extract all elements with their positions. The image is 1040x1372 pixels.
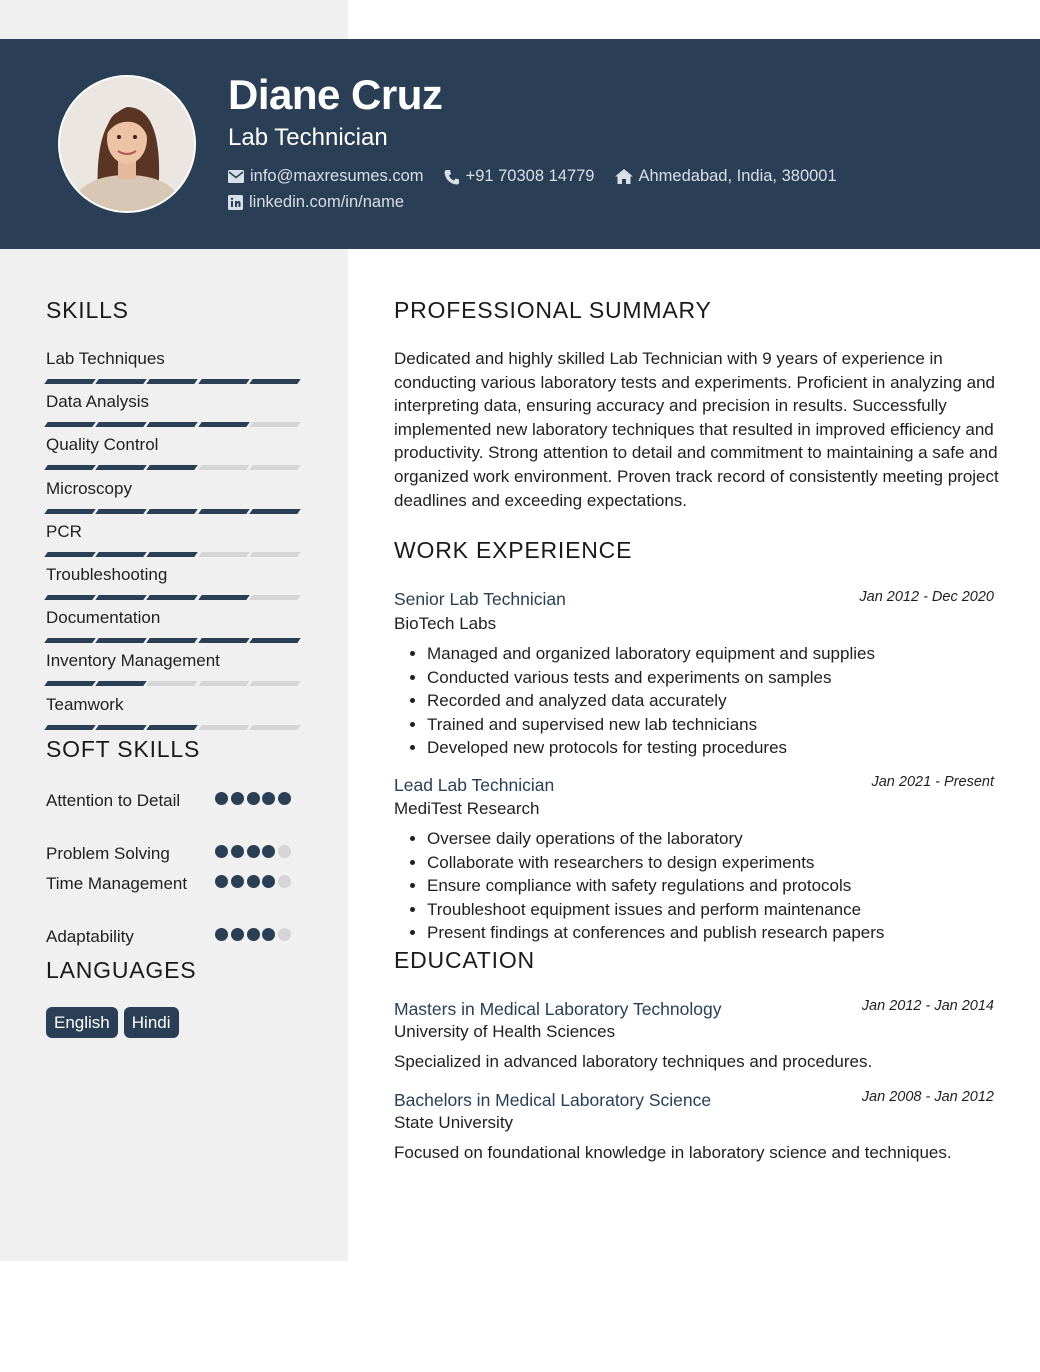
skill-level-bar (46, 638, 302, 643)
rating-dot-empty (278, 928, 291, 941)
skill-level-bar (46, 422, 302, 427)
job-title: Senior Lab Technician (394, 589, 566, 609)
rating-dot-filled (231, 792, 244, 805)
level-segment-filled (44, 681, 95, 686)
level-segment-filled (95, 595, 146, 600)
level-segment-filled (95, 725, 146, 730)
soft-skill-item (46, 842, 306, 865)
envelope-icon (228, 170, 244, 183)
skill-item (46, 565, 302, 600)
skill-label: Quality Control (46, 435, 159, 455)
soft-skills-heading: SOFT SKILLS (46, 736, 201, 762)
list-item: • Ensure compliance with safety regulations and protocols (427, 874, 884, 898)
level-segment-filled (44, 379, 95, 384)
skills-heading: SKILLS (46, 297, 129, 323)
level-segment-filled (44, 465, 95, 470)
skill-level-bar (46, 509, 302, 514)
edu-description: Specialized in advanced laboratory techniques and procedures. (394, 1052, 873, 1071)
linkedin-icon (228, 195, 243, 210)
soft-skill-rating (215, 845, 295, 866)
skill-level-bar (46, 725, 302, 730)
rating-dot-filled (231, 928, 244, 941)
list-item: • Recorded and analyzed data accurately (427, 689, 875, 713)
level-segment-filled (147, 638, 198, 643)
rating-dot-filled (215, 845, 228, 858)
soft-skill-rating (215, 792, 295, 813)
level-segment-filled (44, 638, 95, 643)
level-segment-filled (95, 681, 146, 686)
summary-text: Dedicated and highly skilled Lab Technician with 9 years of experience in conducting various laboratory tests and experiments. Proficient in analyzing and interpreting data, ensuring accuracy and precision in results. Successfully implemented new laboratory techniques that resulted in improved efficiency and productivity. Strong attention to detail and commitment to maintaining a safe and organized work environment. Proven track record of consistently meeting project deadlines and exceeding expectations. (394, 349, 999, 510)
list-item: • Troubleshoot equipment issues and perform maintenance (427, 898, 884, 922)
level-segment-filled (95, 552, 146, 557)
skill-label: Microscopy (46, 478, 132, 498)
level-segment-empty (198, 552, 249, 557)
contact-phone[interactable] (444, 167, 595, 186)
languages-list (46, 1007, 185, 1038)
summary-heading: PROFESSIONAL SUMMARY (394, 297, 712, 323)
job-title: Lead Lab Technician (394, 775, 555, 795)
rating-dot-filled (247, 928, 260, 941)
contact-email[interactable] (228, 167, 424, 186)
skill-item (46, 392, 302, 427)
level-segment-filled (198, 379, 249, 384)
soft-skill-rating (215, 875, 295, 896)
level-segment-filled (44, 552, 95, 557)
level-segment-filled (249, 509, 300, 514)
candidate-title: Lab Technician (228, 124, 388, 151)
rating-dot-filled (247, 792, 260, 805)
contact-address (615, 167, 837, 186)
email-text: info@maxresumes.com (250, 167, 424, 185)
rating-dot-filled (278, 792, 291, 805)
edu-school: State University (394, 1113, 514, 1132)
skill-label: Inventory Management (46, 651, 220, 671)
job-bullets (394, 827, 884, 945)
resume-header (0, 39, 1040, 249)
rating-dot-filled (215, 928, 228, 941)
rating-dot-filled (215, 875, 228, 888)
job-date: Jan 2021 - Present (871, 774, 994, 790)
rating-dot-empty (278, 845, 291, 858)
skill-item (46, 695, 302, 730)
rating-dot-filled (262, 845, 275, 858)
list-item: • Present findings at conferences and publish research papers (427, 921, 884, 945)
contact-row-2 (228, 193, 424, 212)
level-segment-filled (147, 552, 198, 557)
contact-row (228, 167, 857, 186)
job-bullets (394, 642, 875, 760)
level-segment-filled (95, 638, 146, 643)
skill-label: PCR (46, 521, 82, 541)
level-segment-filled (44, 509, 95, 514)
level-segment-empty (249, 681, 300, 686)
list-item: • Developed new protocols for testing procedures (427, 736, 875, 760)
level-segment-filled (147, 379, 198, 384)
level-segment-empty (249, 552, 300, 557)
job-company: MediTest Research (394, 799, 540, 818)
level-segment-filled (147, 595, 198, 600)
soft-skill-item (46, 925, 306, 948)
home-icon (615, 169, 633, 184)
level-segment-filled (95, 379, 146, 384)
rating-dot-filled (231, 875, 244, 888)
linkedin-text: linkedin.com/in/name (249, 193, 404, 211)
list-item: • Conducted various tests and experiments on samples (427, 666, 875, 690)
list-item: • Managed and organized laboratory equipment and supplies (427, 642, 875, 666)
level-segment-filled (95, 422, 146, 427)
level-segment-empty (249, 595, 300, 600)
rating-dot-filled (262, 875, 275, 888)
languages-heading: LANGUAGES (46, 957, 197, 983)
level-segment-filled (249, 379, 300, 384)
soft-skill-label: Problem Solving (46, 844, 170, 863)
edu-date: Jan 2012 - Jan 2014 (861, 998, 994, 1014)
level-segment-empty (198, 465, 249, 470)
experience-heading: WORK EXPERIENCE (394, 537, 633, 563)
language-badge: Hindi (124, 1007, 179, 1038)
skill-label: Troubleshooting (46, 565, 168, 584)
phone-icon (444, 169, 460, 185)
language-badge: English (46, 1007, 118, 1038)
level-segment-empty (249, 422, 300, 427)
soft-skill-rating (215, 928, 295, 949)
skill-item (46, 479, 302, 514)
level-segment-filled (198, 509, 249, 514)
soft-skill-label: Time Management (46, 874, 188, 893)
rating-dot-filled (231, 845, 244, 858)
skill-item (46, 522, 302, 557)
level-segment-empty (249, 465, 300, 470)
skill-item (46, 608, 302, 643)
level-segment-filled (147, 422, 198, 427)
job-company: BioTech Labs (394, 614, 497, 633)
skill-level-bar (46, 595, 302, 600)
skill-label: Lab Techniques (46, 349, 165, 368)
level-segment-empty (198, 725, 249, 730)
level-segment-filled (249, 638, 300, 643)
skill-level-bar (46, 379, 302, 384)
skill-label: Data Analysis (46, 392, 149, 412)
level-segment-empty (147, 681, 198, 686)
skill-item (46, 651, 302, 686)
level-segment-filled (147, 465, 198, 470)
list-item: • Oversee daily operations of the laboratory (427, 827, 884, 851)
job-date: Jan 2012 - Dec 2020 (859, 589, 994, 605)
level-segment-empty (249, 725, 300, 730)
level-segment-filled (198, 638, 249, 643)
edu-degree: Bachelors in Medical Laboratory Science (394, 1090, 712, 1110)
rating-dot-filled (262, 928, 275, 941)
level-segment-filled (95, 465, 146, 470)
edu-degree: Masters in Medical Laboratory Technology (394, 999, 722, 1019)
skill-level-bar (46, 681, 302, 686)
skill-level-bar (46, 465, 302, 470)
level-segment-empty (198, 681, 249, 686)
skill-item (46, 349, 302, 384)
soft-skill-label: Adaptability (46, 927, 134, 946)
skill-level-bar (46, 552, 302, 557)
skill-label: Teamwork (46, 694, 124, 714)
rating-dot-filled (215, 792, 228, 805)
rating-dot-empty (278, 875, 291, 888)
list-item: • Collaborate with researchers to design experiments (427, 851, 884, 875)
candidate-name: Diane Cruz (228, 71, 443, 118)
level-segment-filled (198, 422, 249, 427)
list-item: • Trained and supervised new lab technicians (427, 713, 875, 737)
soft-skill-item (46, 789, 306, 812)
skill-item (46, 435, 302, 470)
level-segment-filled (44, 725, 95, 730)
phone-text: +91 70308 14779 (465, 167, 595, 185)
level-segment-filled (147, 725, 198, 730)
level-segment-filled (44, 422, 95, 427)
soft-skill-label: Attention to Detail (46, 791, 181, 810)
skill-label: Documentation (46, 608, 161, 628)
education-heading: EDUCATION (394, 947, 535, 973)
contact-linkedin[interactable] (228, 193, 404, 212)
level-segment-filled (95, 509, 146, 514)
soft-skill-item (46, 872, 306, 895)
avatar (58, 75, 196, 213)
edu-description: Focused on foundational knowledge in laboratory science and techniques. (394, 1143, 952, 1162)
edu-school: University of Health Sciences (394, 1022, 616, 1041)
edu-date: Jan 2008 - Jan 2012 (861, 1089, 994, 1105)
rating-dot-filled (262, 792, 275, 805)
level-segment-filled (147, 509, 198, 514)
address-text: Ahmedabad, India, 380001 (638, 167, 837, 185)
rating-dot-filled (247, 845, 260, 858)
level-segment-filled (198, 595, 249, 600)
rating-dot-filled (247, 875, 260, 888)
level-segment-filled (44, 595, 95, 600)
